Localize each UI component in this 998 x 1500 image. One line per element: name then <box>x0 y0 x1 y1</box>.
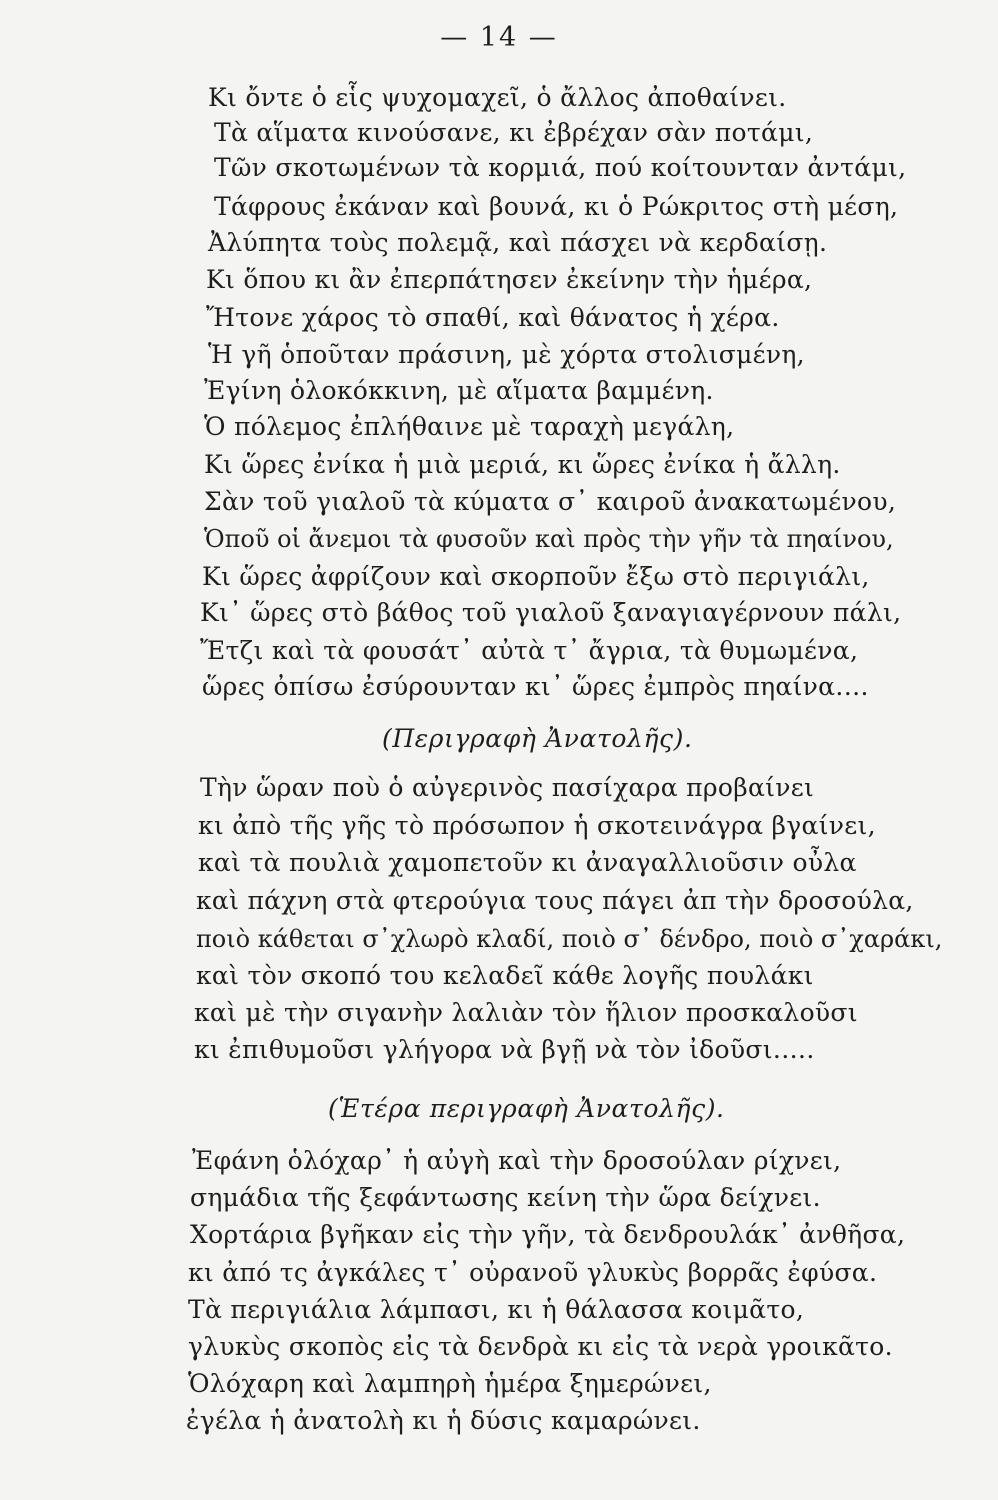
verse-line: σημάδια τῆς ξεφάντωσης κείνη τὴν ὥρα δείχνει. <box>190 1183 821 1212</box>
verse-line: Ἐφάνη ὁλόχαρ᾽ ἡ αὐγὴ καὶ τὴν δροσούλαν ρίχνει, <box>192 1146 842 1175</box>
verse-line: ὥρες ὀπίσω ἐσύρουνταν κι᾽ ὥρες ἐμπρὸς πηαίνα.… <box>202 672 869 701</box>
verse-line: ποιὸ κάθεται σ᾽χλωρὸ κλαδί, ποιὸ σ᾽ δένδρο, ποιὸ σ᾽χαράκι, <box>196 925 943 953</box>
verse-line: καὶ τὰ πουλιὰ χαμοπετοῦν κι ἀναγαλλιοῦσιν οὖλα <box>198 848 857 877</box>
verse-line: καὶ μὲ τὴν σιγανὴν λαλιὰν τὸν ἥλιον προσκαλοῦσι <box>194 998 858 1027</box>
verse-line: Κι ὄντε ὁ εἷς ψυχομαχεῖ, ὁ ἄλλος ἀποθαίνει. <box>208 83 787 112</box>
verse-line: καὶ πάχνη στὰ φτερούγια τους πάγει ἀπ τὴν δροσούλα, <box>196 886 914 915</box>
verse-line: Τάφρους ἐκάναν καὶ βουνά, κι ὁ Ρώκριτος στὴ μέση, <box>214 192 899 221</box>
verse-line: Ἐγίνη ὁλοκόκκινη, μὲ αἵματα βαμμένη. <box>204 376 714 405</box>
verse-line: Τῶν σκοτωμένων τὰ κορμιά, πού κοίτουνταν ἀντάμι, <box>214 153 907 182</box>
verse-line: κι ἀπό τς ἀγκάλες τ᾽ οὐρανοῦ γλυκὺς βορρᾶς ἐφύσα. <box>188 1258 878 1287</box>
verse-line: Ἀλύπητα τοὺς πολεμᾷ, καὶ πάσχει νὰ κερδαίσῃ. <box>208 228 828 257</box>
section-heading: (Ἑτέρα περιγραφὴ Ἀνατολῆς). <box>328 1094 725 1123</box>
verse-line: Ὁλόχαρη καὶ λαμπηρὴ ἡμέρα ξημερώνει, <box>188 1369 712 1398</box>
verse-line: Σὰν τοῦ γιαλοῦ τὰ κύματα σ᾽ καιροῦ ἀνακατωμένου, <box>204 487 897 516</box>
verse-line: καὶ τὸν σκοπό του κελαδεῖ κάθε λογῆς πουλάκι <box>196 961 814 990</box>
verse-line: Ἔτζι καὶ τὰ φουσάτ᾽ αὐτὰ τ᾽ ἄγρια, τὰ θυμωμένα, <box>200 636 859 665</box>
verse-line: γλυκὺς σκοπὸς εἰς τὰ δενδρὰ κι εἰς τὰ νερὰ γροικᾶτο. <box>188 1332 893 1361</box>
verse-line: Κι᾽ ὥρες στὸ βάθος τοῦ γιαλοῦ ξαναγιαγέρνουν πάλι, <box>200 598 902 627</box>
verse-line: Κι ὥρες ἀφρίζουν καὶ σκορποῦν ἔξω στὸ περιγιάλι, <box>202 562 870 591</box>
page-number: — 14 — <box>440 22 558 53</box>
verse-line: κι ἀπὸ τῆς γῆς τὸ πρόσωπον ἡ σκοτεινάγρα βγαίνει, <box>198 811 876 840</box>
verse-line: κι ἐπιθυμοῦσι γλήγορα νὰ βγῇ νὰ τὸν ἰδοῦσι.…. <box>194 1035 815 1064</box>
verse-line: Κι ὅπου κι ἂν ἐπερπάτησεν ἐκείνην τὴν ἡμέρα, <box>206 265 813 294</box>
verse-line: Ὁ πόλεμος ἐπλήθαινε μὲ ταραχὴ μεγάλη, <box>204 412 735 441</box>
section-heading: (Περιγραφὴ Ἀνατολῆς). <box>382 724 693 753</box>
verse-line: Τὰ περιγιάλια λάμπασι, κι ἡ θάλασσα κοιμᾶτο, <box>188 1295 805 1324</box>
verse-line: Ἡ γῆ ὁποῦταν πράσινη, μὲ χόρτα στολισμένη, <box>208 340 805 369</box>
verse-line: ἐγέλα ἡ ἀνατολὴ κι ἡ δύσις καμαρώνει. <box>186 1406 701 1435</box>
verse-line: Κι ὥρες ἐνίκα ἡ μιὰ μεριά, κι ὥρες ἐνίκα ἡ ἄλλη. <box>204 450 841 479</box>
verse-line: Ὁποῦ οἱ ἄνεμοι τὰ φυσοῦν καὶ πρὸς τὴν γῆν τὰ πηαίνου, <box>204 525 894 553</box>
verse-line: Ἤτονε χάρος τὸ σπαθί, καὶ θάνατος ἡ χέρα. <box>206 303 780 332</box>
verse-line: Χορτάρια βγῆκαν εἰς τὴν γῆν, τὰ δενδρουλάκ᾽ ἀνθῆσα, <box>190 1220 906 1249</box>
verse-line: Τὴν ὥραν ποὺ ὁ αὐγερινὸς πασίχαρα προβαίνει <box>200 773 815 802</box>
verse-line: Τὰ αἵματα κινούσανε, κι ἐβρέχαν σὰν ποτάμι, <box>214 118 814 147</box>
